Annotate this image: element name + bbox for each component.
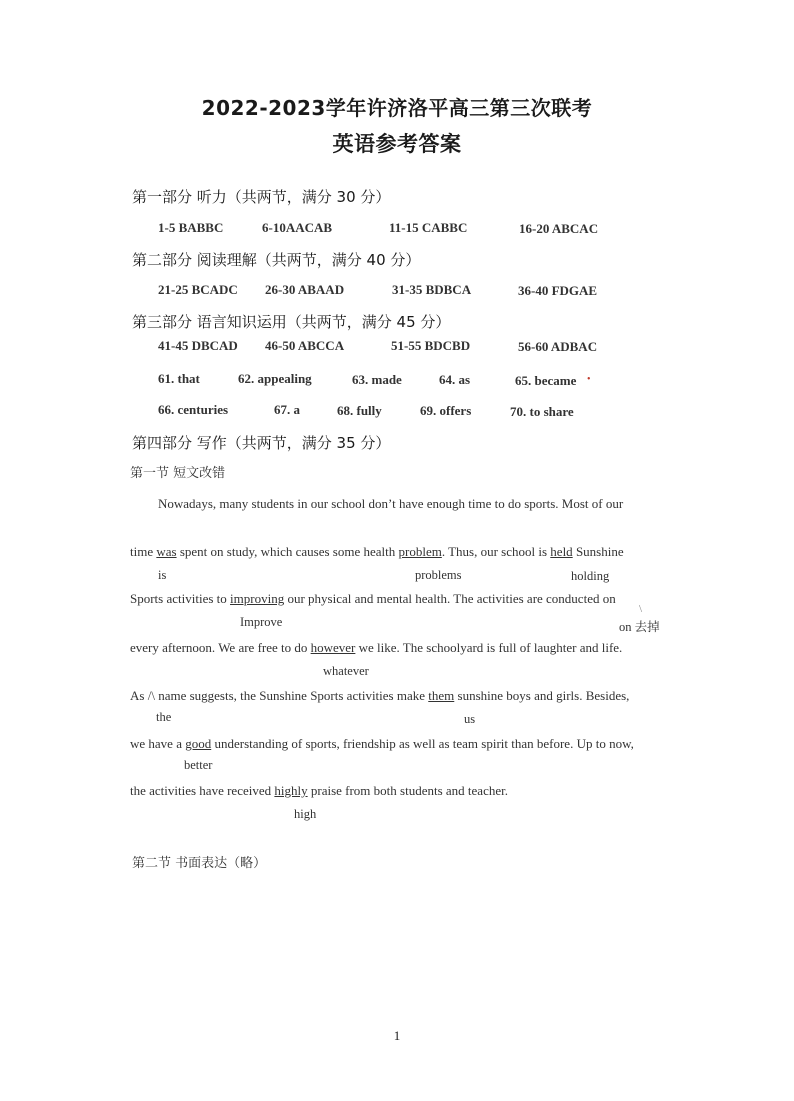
correction: us bbox=[464, 712, 476, 726]
answer-group: 56-60 ADBAC bbox=[518, 339, 598, 354]
answer-item: 70. to share bbox=[510, 404, 574, 419]
correction: better bbox=[184, 758, 213, 772]
stray-mark: • bbox=[587, 374, 591, 385]
error-word: on bbox=[602, 591, 616, 606]
answer-item: 66. centuries bbox=[158, 402, 229, 417]
page-number: 1 bbox=[393, 1028, 401, 1043]
answer-group: 6-10AACAB bbox=[262, 220, 333, 235]
correction: Improve bbox=[240, 615, 283, 629]
section1-title: 第一节 短文改错 bbox=[130, 466, 226, 481]
error-word: held bbox=[550, 544, 573, 559]
insert-caret-icon: /\ bbox=[147, 688, 155, 703]
passage-line: As /\ name suggests, the Sunshine Sports activities make them sunshine boys and girls. Besides, bbox=[130, 688, 630, 703]
correction: is bbox=[158, 568, 167, 582]
part3-heading: 第三部分 语言知识运用（共两节，满分 45 分） bbox=[132, 313, 451, 331]
answer-group: 46-50 ABCCA bbox=[265, 338, 345, 353]
answer-item: 64. as bbox=[439, 372, 471, 387]
passage-line: Sports activities to improving our physical and mental health. The activities are conducted on bbox=[130, 591, 616, 606]
answer-item: 68. fully bbox=[337, 403, 382, 418]
part2-heading: 第二部分 阅读理解（共两节，满分 40 分） bbox=[132, 251, 421, 269]
passage-line: Nowadays, many students in our school don’t have enough time to do sports. Most of our bbox=[158, 496, 624, 511]
answer-group: 51-55 BDCBD bbox=[391, 338, 471, 353]
error-word: problem bbox=[398, 544, 442, 559]
correction: the bbox=[156, 710, 172, 724]
correction: holding bbox=[571, 569, 610, 583]
answer-item: 63. made bbox=[352, 372, 402, 387]
correction: problems bbox=[415, 568, 462, 582]
part4-heading: 第四部分 写作（共两节，满分 35 分） bbox=[132, 434, 391, 452]
answer-group: 1-5 BABBC bbox=[158, 220, 224, 235]
strike-mark: \ bbox=[639, 603, 643, 615]
correction: on 去掉 bbox=[619, 620, 660, 634]
part1-heading: 第一部分 听力（共两节，满分 30 分） bbox=[132, 188, 391, 206]
answer-group: 11-15 CABBC bbox=[389, 220, 468, 235]
passage-line: the activities have received highly praise from both students and teacher. bbox=[130, 783, 508, 798]
answer-item: 65. became bbox=[515, 373, 577, 388]
answer-group: 31-35 BDBCA bbox=[392, 282, 472, 297]
answer-item: 62. appealing bbox=[238, 371, 312, 386]
page-subtitle: 英语参考答案 bbox=[332, 132, 462, 156]
error-word: them bbox=[428, 688, 455, 703]
error-word: highly bbox=[274, 783, 308, 798]
correction: whatever bbox=[323, 664, 369, 678]
error-word: was bbox=[156, 544, 177, 559]
answer-item: 69. offers bbox=[420, 403, 472, 418]
passage-line: we have a good understanding of sports, friendship as well as team spirit than before. Up to now, bbox=[130, 736, 634, 751]
error-word: improving bbox=[230, 591, 285, 606]
error-word: however bbox=[310, 640, 356, 655]
answer-item: 61. that bbox=[158, 371, 200, 386]
answer-group: 16-20 ABCAC bbox=[519, 221, 599, 236]
answer-group: 26-30 ABAAD bbox=[265, 282, 345, 297]
error-word: good bbox=[185, 736, 212, 751]
answer-group: 36-40 FDGAE bbox=[518, 283, 598, 298]
page-title: 2022-2023学年许济洛平高三第三次联考 bbox=[201, 96, 593, 120]
passage-line: time was spent on study, which causes some health problem. Thus, our school is held Sunshine bbox=[130, 544, 624, 559]
answer-group: 41-45 DBCAD bbox=[158, 338, 238, 353]
answer-item: 67. a bbox=[274, 402, 300, 417]
correction: high bbox=[294, 807, 317, 821]
answer-group: 21-25 BCADC bbox=[158, 282, 238, 297]
passage-line: every afternoon. We are free to do however we like. The schoolyard is full of laughter and life. bbox=[130, 640, 623, 655]
section2-title: 第二节 书面表达（略） bbox=[132, 856, 267, 871]
